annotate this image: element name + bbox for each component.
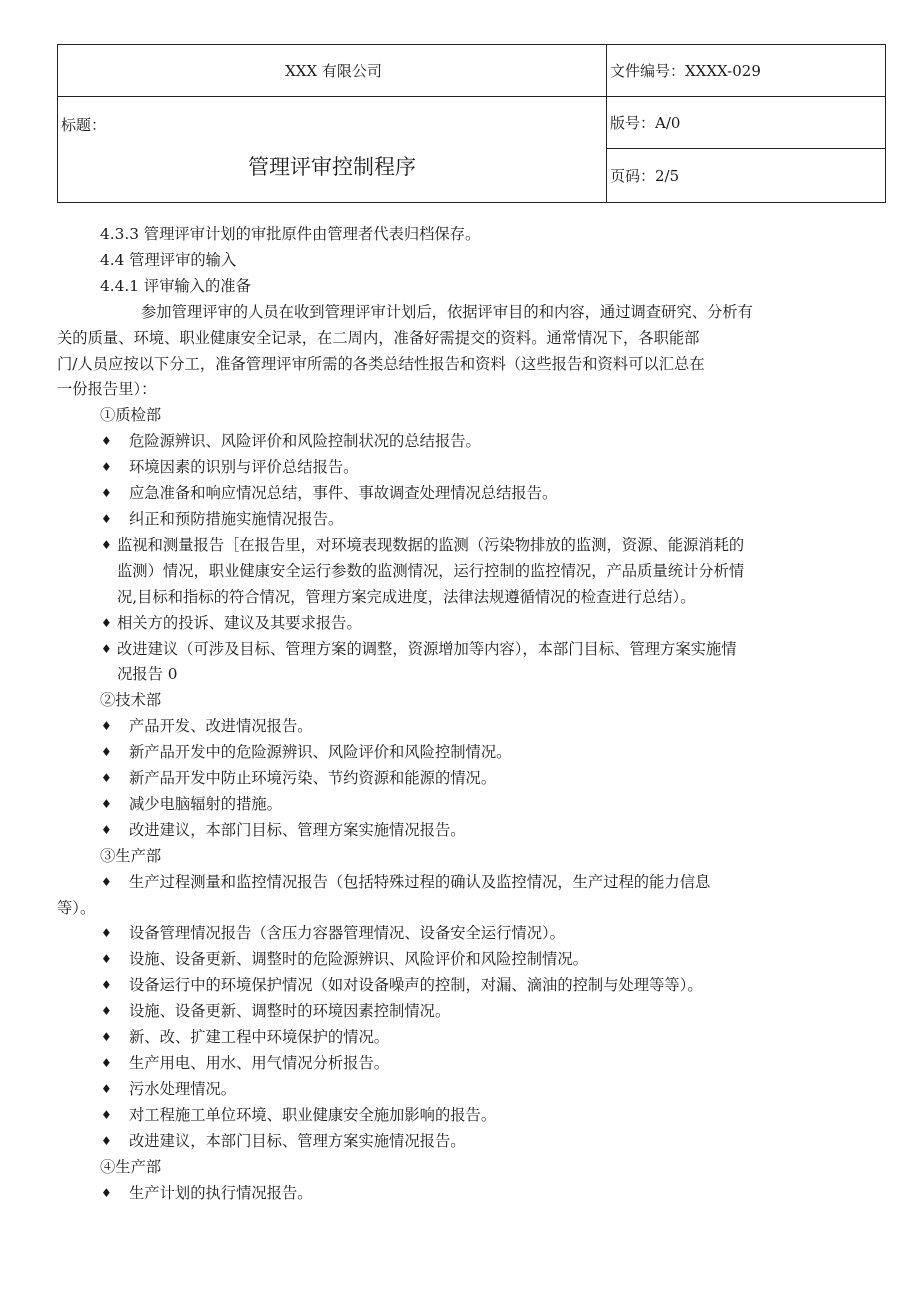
intro-paragraph <box>57 300 888 404</box>
diamond-bullet-icon: ♦ <box>101 1185 112 1200</box>
diamond-bullet-icon: ♦ <box>101 1133 112 1148</box>
diamond-bullet-icon: ♦ <box>101 978 112 993</box>
list-item: ♦ 对工程施工单位环境、职业健康安全施加影响的报告。 <box>57 1103 888 1129</box>
list-item: ♦ 环境因素的识别与评价总结报告。 <box>57 455 888 481</box>
diamond-bullet-icon: ♦ <box>101 537 112 552</box>
dept-heading-qc: ①质检部 <box>100 406 162 425</box>
list-item: ♦ 设备管理情况报告（含压力容器管理情况、设备安全运行情况）。 <box>57 921 888 947</box>
diamond-bullet-icon: ♦ <box>101 1004 112 1019</box>
company-name: XXX 有限公司 <box>58 45 607 97</box>
diamond-bullet-icon: ♦ <box>101 434 112 449</box>
title-cell <box>58 97 607 203</box>
page-number: 页码：2/5 <box>607 149 886 203</box>
diamond-bullet-icon: ♦ <box>101 641 112 656</box>
list-item <box>57 533 888 611</box>
section-4-4-heading: 4.4 管理评审的输入 <box>100 250 237 269</box>
version-number: 版号：A/0 <box>607 97 886 149</box>
diamond-bullet-icon: ♦ <box>101 1056 112 1070</box>
list-item: ♦ 纠正和预防措施实施情况报告。 <box>57 507 888 533</box>
section-4-4-1-heading: 4.4.1 评审输入的准备 <box>100 276 251 295</box>
diamond-bullet-icon: ♦ <box>101 486 112 501</box>
diamond-bullet-icon: ♦ <box>101 796 112 811</box>
list-item: ♦ 设施、设备更新、调整时的危险源辨识、风险评价和风险控制情况。 <box>57 947 888 973</box>
diamond-bullet-icon: ♦ <box>101 822 112 837</box>
dept-heading-production-2: ④生产部 <box>100 1157 162 1176</box>
list-item: ♦ 设施、设备更新、调整时的环境因素控制情况。 <box>57 999 888 1025</box>
document-body <box>57 222 888 1206</box>
list-item: ♦ 生产过程测量和监控情况报告（包括特殊过程的确认及监控情况，生产过程的能力信息 <box>57 870 888 896</box>
title-label: 标题： <box>61 116 107 134</box>
diamond-bullet-icon: ♦ <box>101 511 112 526</box>
list-item: ♦ 应急准备和响应情况总结，事件、事故调查处理情况总结报告。 <box>57 481 888 507</box>
list-item: ♦ 生产计划的执行情况报告。 <box>57 1181 888 1207</box>
list-item-line: 况报告 0 <box>117 665 178 684</box>
list-item: ♦ 改进建议，本部门目标、管理方案实施情况报告。 <box>57 1129 888 1155</box>
diamond-bullet-icon: ♦ <box>101 745 112 760</box>
list-item-line: 况,目标和指标的符合情况，管理方案完成进度，法律法规遵循情况的检查进行总结）。 <box>117 587 696 606</box>
list-item <box>57 637 888 689</box>
diamond-bullet-icon: ♦ <box>101 1107 112 1122</box>
list-item-line: 改进建议（可涉及目标、管理方案的调整，资源增加等内容），本部门目标、管理方案实施情 <box>117 639 737 658</box>
list-item: ♦ 改进建议，本部门目标、管理方案实施情况报告。 <box>57 818 888 844</box>
diamond-bullet-icon: ♦ <box>101 1030 112 1045</box>
dept-heading-tech: ②技术部 <box>100 691 162 710</box>
list-item-line: 监测）情况，职业健康安全运行参数的监测情况，运行控制的监控情况，产品质量统计分析情 <box>117 561 745 580</box>
list-item: ♦ 新产品开发中的危险源辨识、风险评价和风险控制情况。 <box>57 740 888 766</box>
intro-line: 一份报告里）： <box>57 380 157 399</box>
list-item: ♦ 相关方的投诉、建议及其要求报告。 <box>57 611 888 637</box>
dept-heading-production: ③生产部 <box>100 846 162 865</box>
diamond-bullet-icon: ♦ <box>101 615 112 630</box>
list-item-line: 监视和测量报告［在报告里，对环境表现数据的监测（污染物排放的监测，资源、能源消耗的 <box>117 535 745 554</box>
diamond-bullet-icon: ♦ <box>101 874 112 889</box>
diamond-bullet-icon: ♦ <box>101 771 112 786</box>
section-4-3-3: 4.3.3 管理评审计划的审批原件由管理者代表归档保存。 <box>100 225 481 243</box>
diamond-bullet-icon: ♦ <box>101 719 112 734</box>
intro-line: 门/人员应按以下分工，准备管理评审所需的各类总结性报告和资料（这些报告和资料可以汇总在 <box>57 354 705 373</box>
diamond-bullet-icon: ♦ <box>101 926 112 941</box>
document-header-table <box>57 44 886 203</box>
list-item: ♦ 生产用电、用水、用气情况分析报告。 <box>57 1051 888 1077</box>
list-item: ♦ 产品开发、改进情况报告。 <box>57 714 888 740</box>
diamond-bullet-icon: ♦ <box>101 1081 112 1096</box>
list-item: ♦ 设备运行中的环境保护情况（如对设备噪声的控制，对漏、滴油的控制与处理等等）。 <box>57 973 888 999</box>
list-item: ♦ 新产品开发中防止环境污染、节约资源和能源的情况。 <box>57 766 888 792</box>
document-number: 文件编号：XXXX-029 <box>607 45 886 97</box>
list-item: ♦ 减少电脑辐射的措施。 <box>57 792 888 818</box>
list-item-continuation: 等）。 <box>57 898 96 917</box>
intro-line: 参加管理评审的人员在收到管理评审计划后，依据评审目的和内容，通过调查研究、分析有 <box>141 302 753 321</box>
list-item: ♦ 污水处理情况。 <box>57 1077 888 1103</box>
list-item: ♦ 危险源辨识、风险评价和风险控制状况的总结报告。 <box>57 429 888 455</box>
document-title: 管理评审控制程序 <box>248 155 416 179</box>
diamond-bullet-icon: ♦ <box>101 952 112 967</box>
intro-line: 关的质量、环境、职业健康安全记录，在二周内，准备好需提交的资料。通常情况下，各职能部 <box>57 328 700 347</box>
diamond-bullet-icon: ♦ <box>101 460 112 475</box>
list-item: ♦ 新、改、扩建工程中环境保护的情况。 <box>57 1025 888 1051</box>
